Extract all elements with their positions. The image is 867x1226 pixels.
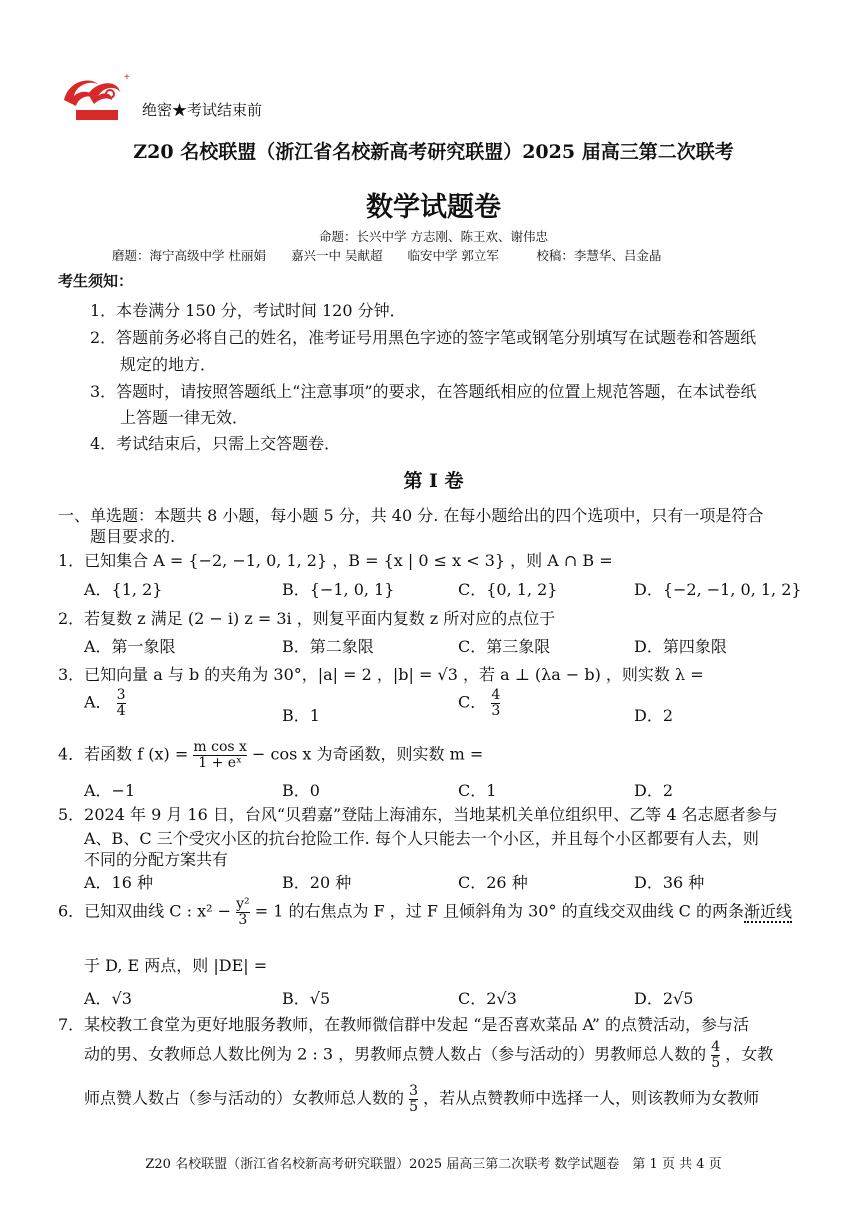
authors-line: 命题：长兴中学 方志刚、陈王欢、谢伟忠 [319,229,548,244]
question-1-option-b: B．{−1, 0, 1} [282,580,395,599]
question-7-stem: 7．某校教工食堂为更好地服务教师，在教师微信群中发起 “是否喜欢菜品 A” 的点赞活动，参与活 [58,1015,750,1034]
question-5-option-d: D．36 种 [634,873,705,892]
question-6-option-d: D．2√5 [634,989,694,1008]
paper-title: 数学试题卷 [366,192,501,223]
stem-text: 6．已知双曲线 C : x² − [58,901,232,921]
page-footer: Z20 名校联盟（浙江省名校新高考研究联盟）2025 届高三第二次联考 数学试题卷 第 1 页 共 4 页 [145,1157,722,1172]
confidential-label: 绝密★考试结束前 [142,101,263,119]
question-5-stem: 不同的分配方案共有 [84,850,229,869]
notice-item: 上答题一律无效． [120,408,249,427]
emphasized-term: 渐近线 [744,901,793,921]
question-2-option-d: D．第四象限 [634,637,727,656]
question-4-option-d: D．2 [634,781,674,800]
question-2-stem: 2．若复数 z 满足 (2 − i) z = 3i ，则复平面内复数 z 所对应的点位于 [58,609,556,628]
exam-title: Z20 名校联盟（浙江省名校新高考研究联盟）2025 届高三第二次联考 [133,141,734,163]
question-2-option-a: A．第一象限 [84,637,176,656]
notice-item: 2．答题前务必将自己的姓名，准考证号用黑色字迹的签字笔或钢笔分别填写在试题卷和答题纸 [90,328,757,347]
svg-text:+: + [124,72,130,83]
fraction [409,1084,418,1114]
question-2-option-b: B．第二象限 [282,637,374,656]
notice-item: 规定的地方． [120,355,217,374]
denominator: 3 [236,912,250,928]
option-label: A． [84,692,112,712]
question-5-option-a: A．16 种 [84,873,154,892]
notice-item: 1．本卷满分 150 分，考试时间 120 分钟． [90,301,406,320]
question-3-option-d: D．2 [634,706,674,725]
stem-text: − cos x 为奇函数，则实数 m = [252,744,484,764]
fraction [491,688,500,718]
question-7-stem [84,1084,759,1114]
question-6-option-a: A．√3 [84,989,132,1008]
numerator: m cos x [193,739,247,755]
numerator: y² [236,896,250,912]
notice-heading: 考生须知： [58,272,134,290]
question-3-option-b: B．1 [282,706,320,725]
stem-text: ，女教 [725,1044,774,1064]
question-5-option-c: C．26 种 [458,873,528,892]
question-7-stem [84,1040,773,1070]
numerator: 3 [409,1083,419,1099]
numerator: 4 [711,1039,721,1055]
question-6-stem: 于 D, E 两点，则 |DE| = [84,956,268,975]
fraction [711,1040,720,1070]
question-6-stem [58,897,792,927]
option-label: C． [458,692,487,712]
question-4-stem [58,740,483,770]
reviewers-line: 磨题：海宁高级中学 杜丽娟 嘉兴一中 吴献超 临安中学 郭立军 校稿：李慧华、吕金晶 [112,248,662,263]
question-1-stem: 1．已知集合 A = {−2, −1, 0, 1, 2} ，B = {x | 0 ≤ x < 3} ，则 A ∩ B = [58,551,613,570]
question-6-option-c: C．2√3 [458,989,517,1008]
section-instruction: 一、单选题：本题共 8 小题，每小题 5 分，共 40 分. 在每小题给出的四个选项中，只有一项是符合 [58,506,764,525]
question-5-stem: A、B、C 三个受灾小区的抗台抢险工作. 每个人只能去一个小区，并且每个小区都要有人去，则 [84,829,759,848]
stem-text: 师点赞人数占（参与活动的）女教师总人数的 [84,1088,405,1108]
question-3-option-c [458,688,500,718]
question-2-option-c: C．第三象限 [458,637,551,656]
question-3-stem: 3．已知向量 a 与 b 的夹角为 30°，|a| = 2 ，|b| = √3 ，若 a ⊥ (λa − b) ，则实数 λ = [58,665,704,684]
question-4-option-c: C．1 [458,781,497,800]
section-instruction: 题目要求的. [90,527,176,546]
question-1-option-c: C．{0, 1, 2} [458,580,558,599]
question-4-option-b: B．0 [282,781,320,800]
question-6-option-b: B．√5 [282,989,331,1008]
question-3-option-a [84,688,126,718]
denominator: 4 [116,702,126,719]
stem-text: 动的男、女教师总人数比例为 2 : 3 ，男教师点赞人数占（参与活动的）男教师总人数的 [84,1044,707,1064]
fraction [236,897,250,927]
numerator: 3 [116,687,126,703]
question-5-option-b: B．20 种 [282,873,352,892]
question-4-option-a: A．−1 [84,781,136,800]
fraction [193,740,247,770]
denominator: 5 [711,1054,721,1071]
notice-item: 3．答题时，请按照答题纸上“注意事项”的要求，在答题纸相应的位置上规范答题，在本试卷纸 [90,382,757,401]
stem-text: = 1 的右焦点为 F ，过 F 且倾斜角为 30° 的直线交双曲线 C 的两条 [254,901,744,921]
question-1-option-d: D．{−2, −1, 0, 1, 2} [634,580,802,599]
fraction [117,688,126,718]
denominator: 3 [491,702,501,719]
numerator: 4 [491,687,501,703]
question-1-option-a: A．{1, 2} [84,580,163,599]
denominator: 1 + eˣ [193,755,247,771]
stem-text: 4．若函数 f (x) = [58,744,189,764]
stem-text: ，若从点赞教师中选择一人，则该教师为女教师 [423,1088,760,1108]
volume-title: 第 I 卷 [403,470,464,492]
question-5-stem: 5．2024 年 9 月 16 日，台风“贝碧嘉”登陆上海浦东，当地某机关单位组织甲、乙等 4 名志愿者参与 [58,805,778,824]
denominator: 5 [409,1098,419,1115]
notice-item: 4．考试结束后，只需上交答题卷． [90,434,341,453]
school-alliance-logo [58,70,136,122]
